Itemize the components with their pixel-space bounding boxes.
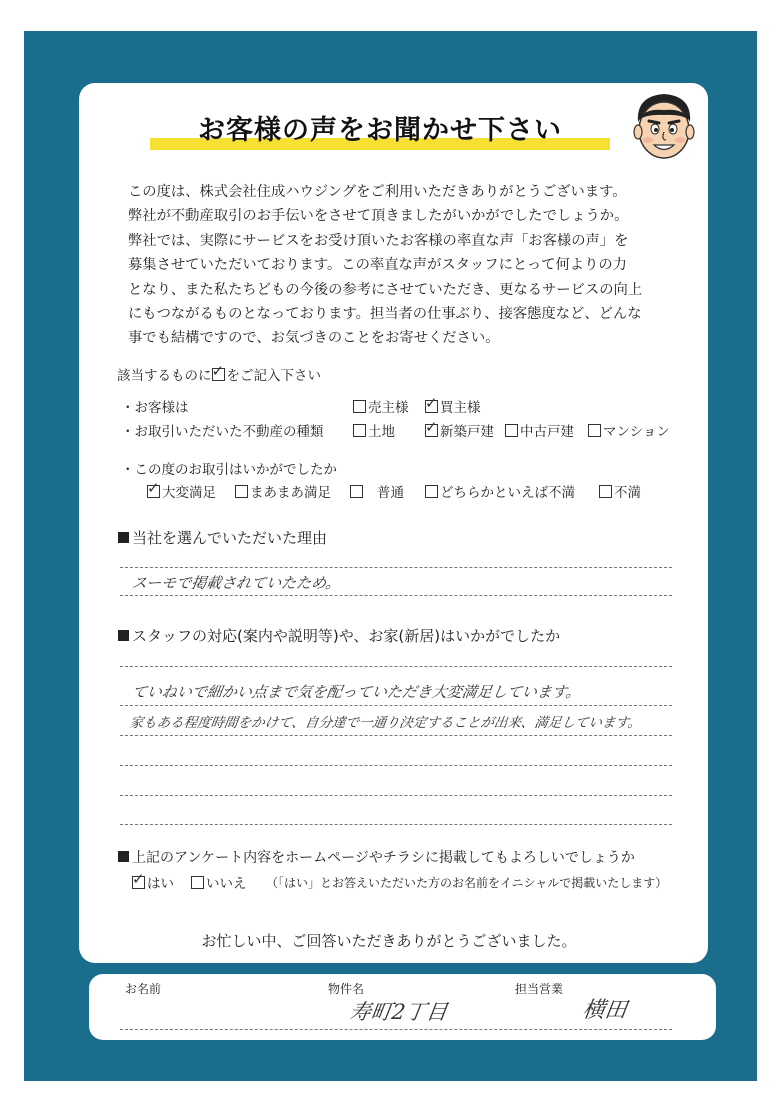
option-label: まあまあ満足 [250,485,331,501]
name-label: お名前 [125,982,162,996]
square-bullet-icon [118,851,129,862]
instruction-pre: 該当するものに [117,368,212,384]
staff-answer-line: ていねいで細かい点まで気を配っていただき大変満足しています。 [130,683,583,701]
title-area [150,108,610,152]
option-land[interactable] [353,420,395,440]
publish-heading [118,847,635,867]
option-label: いいえ [206,876,247,892]
mascot-face-icon [624,88,704,168]
option-normal[interactable] [350,481,404,501]
staff-name-label: 担当営業 [515,982,564,996]
answer-line [120,705,672,706]
property-label: ・お取引いただいた不動産の種類 [121,424,324,440]
checkbox[interactable] [505,424,518,437]
option-label: 大変満足 [162,485,216,501]
reason-heading [118,527,327,548]
answer-line [120,795,672,796]
publish-heading-text: 上記のアンケート内容をホームページやチラシに掲載してもよろしいでしょうか [132,850,635,866]
sample-checkbox [212,368,225,381]
intro-line: となり、また私たちどもの今後の参考にさせていただき、更なるサービスの向上 [128,281,643,298]
staff-heading [118,625,560,646]
answer-line [120,765,672,766]
answer-line [120,735,672,736]
option-buyer[interactable] [425,396,481,416]
property-name-value: 寿町2丁目 [348,1000,449,1024]
checkbox[interactable] [191,876,204,889]
intro-line: 弊社では、実際にサービスをお受け頂いたお客様の率直な声「お客様の声」を [128,232,629,249]
option-yes[interactable] [132,872,174,892]
option-mansion[interactable] [588,420,670,440]
checkbox[interactable] [353,400,366,413]
checkbox[interactable] [147,485,160,498]
page-title: お客様の声をお聞かせ下さい [198,115,562,146]
option-label: 中古戸建 [520,424,574,440]
checkbox[interactable] [599,485,612,498]
intro-line: にもつながるものとなっております。担当者の仕事ぶり、接客態度など、どんな [128,306,642,323]
intro-line: この度は、株式会社住成ハウジングをご利用いただきありがとうございます。 [128,184,627,200]
staff-heading-text: スタッフの対応(案内や説明等)や、お家(新居)はいかがでしたか [132,627,561,645]
intro-line: 事でも結構ですので、お気づきのことをお寄せください。 [128,330,500,347]
option-very-satisfied[interactable] [147,481,216,501]
checkbox[interactable] [350,485,363,498]
reason-heading-text: 当社を選んでいただいた理由 [132,529,328,547]
checkbox[interactable] [353,424,366,437]
option-label: 普通 [377,485,404,501]
intro-text [128,180,688,351]
answer-line [120,595,672,596]
option-new-house[interactable] [425,420,494,440]
answer-line [120,824,672,825]
option-somewhat-dissatisfied[interactable] [425,481,575,501]
option-label: 売主様 [368,400,409,416]
option-label: 不満 [614,485,641,501]
intro-line: 募集させていただいております。この率直な声がスタッフにとって何よりの力 [128,257,627,274]
square-bullet-icon [118,532,129,543]
option-dissatisfied[interactable] [599,481,641,501]
footer-line [120,1029,672,1030]
option-label: 新築戸建 [440,424,494,440]
checkbox[interactable] [235,485,248,498]
property-name-label: 物件名 [328,982,365,996]
thanks-message: お忙しい中、ご回答いただきありがとうございました。 [201,932,577,950]
checkbox[interactable] [425,400,438,413]
answer-line [120,567,672,568]
staff-name-value: 横田 [580,998,629,1023]
option-label: 土地 [368,424,395,440]
instruction-post: をご記入下さい [226,368,321,384]
satisfaction-label: ・この度のお取引はいかがでしたか [121,462,337,478]
checkbox[interactable] [588,424,601,437]
staff-answer-line: 家もある程度時間をかけて、自分達で一通り決定することが出来、満足しています。 [128,715,643,731]
checkbox[interactable] [132,876,145,889]
option-label: 買主様 [440,400,481,416]
intro-line: 弊社が不動産取引のお手伝いをさせて頂きましたがいかがでしたでしょうか。 [128,208,629,225]
answer-line [120,666,672,667]
checkbox[interactable] [425,424,438,437]
option-no[interactable] [191,872,247,892]
option-label: どちらかといえば不満 [440,485,575,501]
option-fairly-satisfied[interactable] [235,481,331,501]
square-bullet-icon [118,630,129,641]
publish-note: （「はい」とお答えいただいた方のお名前をイニシャルで掲載いたします） [266,876,668,890]
reason-answer: スーモで掲載されていたため。 [130,574,342,592]
customer-label: ・お客様は [121,400,189,416]
option-used-house[interactable] [505,420,574,440]
option-seller[interactable] [353,396,409,416]
instruction [117,364,321,384]
option-label: はい [147,876,174,892]
option-label: マンション [603,424,670,440]
checkbox[interactable] [425,485,438,498]
